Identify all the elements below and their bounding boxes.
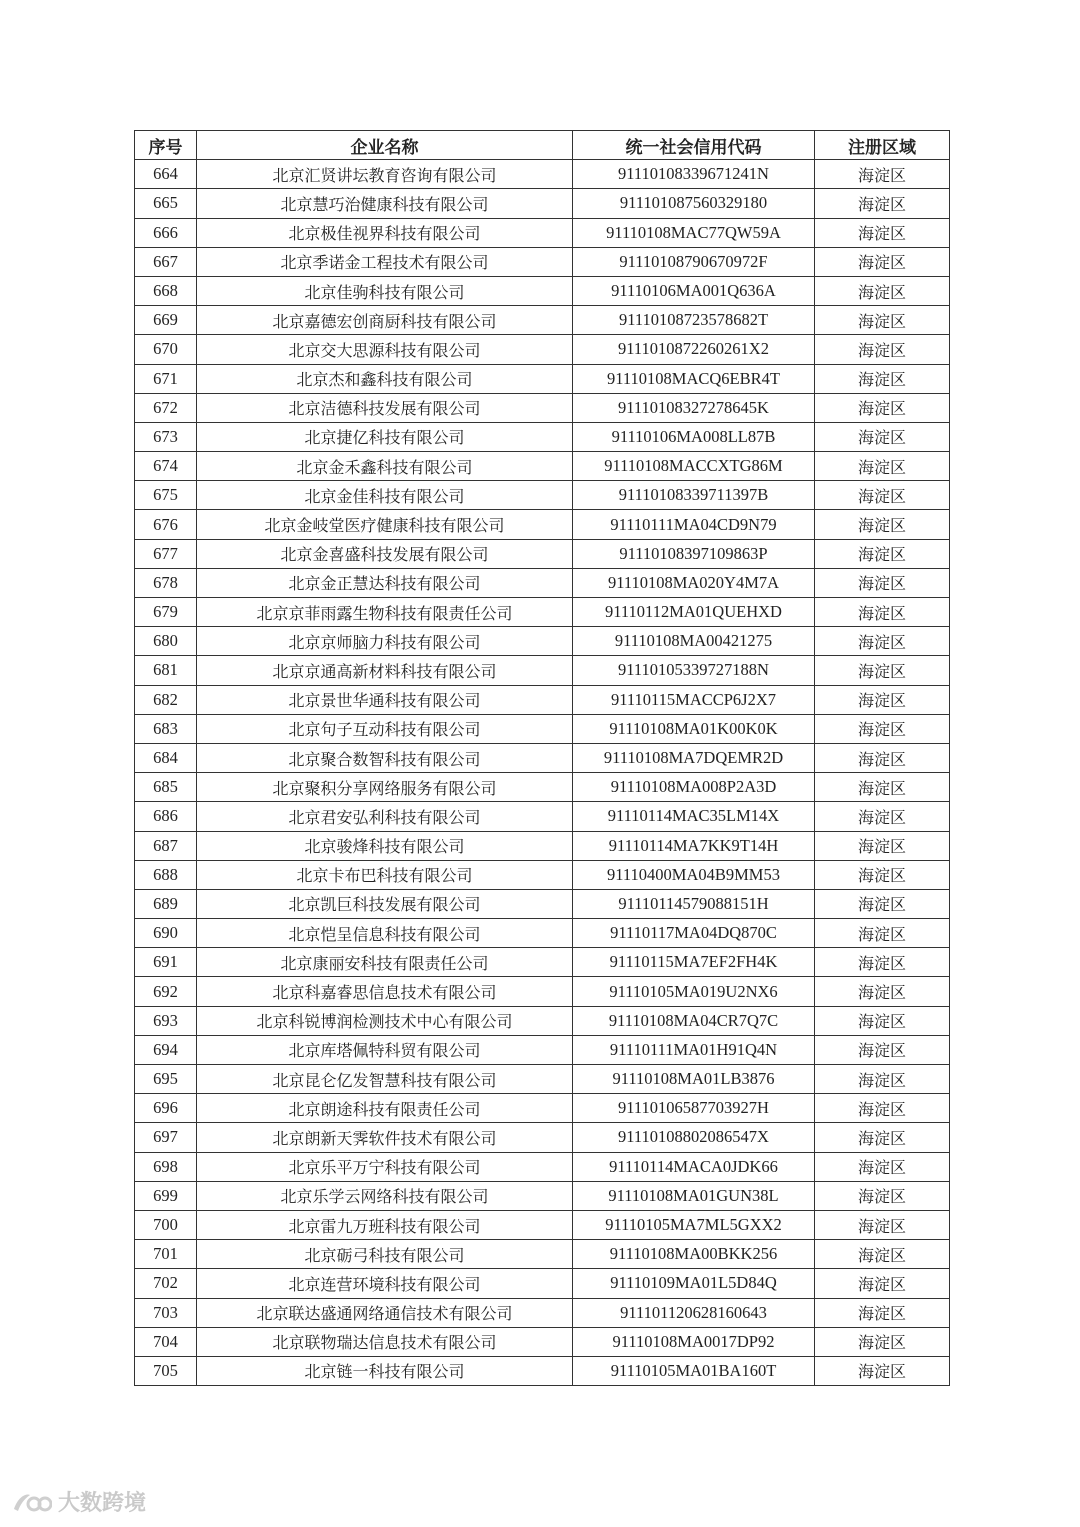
row-credit-code: 91110108MA7DQEMR2D	[573, 743, 815, 772]
row-company-name: 北京景世华通科技有限公司	[197, 685, 573, 714]
row-company-name: 北京杰和鑫科技有限公司	[197, 364, 573, 393]
row-seq: 701	[135, 1240, 197, 1269]
table-row	[135, 1065, 950, 1094]
table-row	[135, 1152, 950, 1181]
row-region: 海淀区	[815, 831, 950, 860]
table-row	[135, 422, 950, 451]
row-company-name: 北京科嘉睿思信息技术有限公司	[197, 977, 573, 1006]
row-seq: 667	[135, 247, 197, 276]
row-company-name: 北京京通高新材料科技有限公司	[197, 656, 573, 685]
table-row	[135, 773, 950, 802]
row-company-name: 北京金禾鑫科技有限公司	[197, 452, 573, 481]
row-region: 海淀区	[815, 1123, 950, 1152]
row-seq: 682	[135, 685, 197, 714]
row-company-name: 北京极佳视界科技有限公司	[197, 218, 573, 247]
row-seq: 676	[135, 510, 197, 539]
row-region: 海淀区	[815, 1094, 950, 1123]
row-region: 海淀区	[815, 802, 950, 831]
table-body	[135, 160, 950, 1386]
row-company-name: 北京嘉德宏创商厨科技有限公司	[197, 306, 573, 335]
row-region: 海淀区	[815, 598, 950, 627]
row-region: 海淀区	[815, 393, 950, 422]
row-region: 海淀区	[815, 1152, 950, 1181]
row-region: 海淀区	[815, 335, 950, 364]
row-credit-code: 91110114579088151H	[573, 889, 815, 918]
row-region: 海淀区	[815, 422, 950, 451]
table-row	[135, 539, 950, 568]
table-row	[135, 218, 950, 247]
row-seq: 700	[135, 1210, 197, 1239]
row-region: 海淀区	[815, 1298, 950, 1327]
row-credit-code: 91110108339671241N	[573, 160, 815, 189]
row-credit-code: 91110105339727188N	[573, 656, 815, 685]
row-seq: 702	[135, 1269, 197, 1298]
row-region: 海淀区	[815, 714, 950, 743]
row-seq: 666	[135, 218, 197, 247]
row-seq: 671	[135, 364, 197, 393]
row-region: 海淀区	[815, 306, 950, 335]
row-company-name: 北京骏烽科技有限公司	[197, 831, 573, 860]
row-credit-code: 91110106MA001Q636A	[573, 276, 815, 305]
row-seq: 669	[135, 306, 197, 335]
row-credit-code: 91110106MA008LL87B	[573, 422, 815, 451]
table-row	[135, 714, 950, 743]
row-region: 海淀区	[815, 685, 950, 714]
row-seq: 699	[135, 1181, 197, 1210]
row-credit-code: 91110108802086547X	[573, 1123, 815, 1152]
row-seq: 704	[135, 1327, 197, 1356]
row-company-name: 北京朗新天霁软件技术有限公司	[197, 1123, 573, 1152]
row-seq: 679	[135, 598, 197, 627]
table-row	[135, 743, 950, 772]
table-row	[135, 306, 950, 335]
row-credit-code: 91110114MACA0JDK66	[573, 1152, 815, 1181]
row-company-name: 北京洁德科技发展有限公司	[197, 393, 573, 422]
row-seq: 684	[135, 743, 197, 772]
row-credit-code: 91110115MACCP6J2X7	[573, 685, 815, 714]
row-credit-code: 91110108MA0017DP92	[573, 1327, 815, 1356]
table-row	[135, 627, 950, 656]
row-region: 海淀区	[815, 1327, 950, 1356]
row-company-name: 北京康丽安科技有限责任公司	[197, 948, 573, 977]
row-credit-code: 91110108MA01GUN38L	[573, 1181, 815, 1210]
table-row	[135, 1094, 950, 1123]
row-seq: 664	[135, 160, 197, 189]
table-row	[135, 160, 950, 189]
row-credit-code: 91110108MACCXTG86M	[573, 452, 815, 481]
row-region: 海淀区	[815, 568, 950, 597]
row-company-name: 北京汇贤讲坛教育咨询有限公司	[197, 160, 573, 189]
row-region: 海淀区	[815, 1006, 950, 1035]
row-company-name: 北京乐学云网络科技有限公司	[197, 1181, 573, 1210]
table-row	[135, 510, 950, 539]
row-seq: 705	[135, 1356, 197, 1385]
table-row	[135, 889, 950, 918]
row-seq: 681	[135, 656, 197, 685]
row-credit-code: 91110108327278645K	[573, 393, 815, 422]
watermark-logo-icon	[10, 1489, 52, 1515]
row-region: 海淀区	[815, 1356, 950, 1385]
row-company-name: 北京聚积分享网络服务有限公司	[197, 773, 573, 802]
row-credit-code: 91110111MA04CD9N79	[573, 510, 815, 539]
row-region: 海淀区	[815, 1240, 950, 1269]
row-company-name: 北京砺弓科技有限公司	[197, 1240, 573, 1269]
row-region: 海淀区	[815, 948, 950, 977]
row-credit-code: 91110108MA008P2A3D	[573, 773, 815, 802]
table-row	[135, 393, 950, 422]
row-company-name: 北京佳驹科技有限公司	[197, 276, 573, 305]
row-region: 海淀区	[815, 656, 950, 685]
row-seq: 665	[135, 189, 197, 218]
row-company-name: 北京库塔佩特科贸有限公司	[197, 1035, 573, 1064]
row-credit-code: 91110117MA04DQ870C	[573, 919, 815, 948]
row-seq: 703	[135, 1298, 197, 1327]
row-credit-code: 91110105MA01BA160T	[573, 1356, 815, 1385]
row-seq: 674	[135, 452, 197, 481]
table-row	[135, 1035, 950, 1064]
row-company-name: 北京季诺金工程技术有限公司	[197, 247, 573, 276]
row-company-name: 北京卡布巴科技有限公司	[197, 860, 573, 889]
row-credit-code: 91110108339711397B	[573, 481, 815, 510]
table-row	[135, 247, 950, 276]
row-company-name: 北京联物瑞达信息技术有限公司	[197, 1327, 573, 1356]
row-credit-code: 9111010872260261X2	[573, 335, 815, 364]
row-credit-code: 91110112MA01QUEHXD	[573, 598, 815, 627]
row-region: 海淀区	[815, 452, 950, 481]
row-credit-code: 91110109MA01L5D84Q	[573, 1269, 815, 1298]
row-company-name: 北京金喜盛科技发展有限公司	[197, 539, 573, 568]
row-credit-code: 91110108MA01K00K0K	[573, 714, 815, 743]
row-seq: 698	[135, 1152, 197, 1181]
table-row	[135, 1210, 950, 1239]
row-region: 海淀区	[815, 889, 950, 918]
table-row	[135, 977, 950, 1006]
table-row	[135, 1298, 950, 1327]
row-region: 海淀区	[815, 860, 950, 889]
row-company-name: 北京金岐堂医疗健康科技有限公司	[197, 510, 573, 539]
row-seq: 695	[135, 1065, 197, 1094]
row-company-name: 北京雷九万班科技有限公司	[197, 1210, 573, 1239]
table-row	[135, 189, 950, 218]
row-company-name: 北京聚合数智科技有限公司	[197, 743, 573, 772]
row-credit-code: 91110105MA019U2NX6	[573, 977, 815, 1006]
watermark-text: 大数跨境	[58, 1491, 147, 1516]
row-region: 海淀区	[815, 1035, 950, 1064]
table-row	[135, 1240, 950, 1269]
row-company-name: 北京连营环境科技有限公司	[197, 1269, 573, 1298]
row-company-name: 北京句子互动科技有限公司	[197, 714, 573, 743]
row-region: 海淀区	[815, 276, 950, 305]
row-credit-code: 91110108MA01LB3876	[573, 1065, 815, 1094]
header-seq: 序号	[135, 131, 197, 160]
row-seq: 673	[135, 422, 197, 451]
row-company-name: 北京乐平万宁科技有限公司	[197, 1152, 573, 1181]
row-credit-code: 91110108MACQ6EBR4T	[573, 364, 815, 393]
row-credit-code: 91110108MA04CR7Q7C	[573, 1006, 815, 1035]
company-table	[134, 130, 950, 1386]
header-region: 注册区域	[815, 131, 950, 160]
row-seq: 693	[135, 1006, 197, 1035]
row-credit-code: 911101087560329180	[573, 189, 815, 218]
row-region: 海淀区	[815, 1210, 950, 1239]
table-row	[135, 685, 950, 714]
header-company-name: 企业名称	[197, 131, 573, 160]
row-company-name: 北京联达盛通网络通信技术有限公司	[197, 1298, 573, 1327]
row-seq: 680	[135, 627, 197, 656]
row-seq: 692	[135, 977, 197, 1006]
row-company-name: 北京链一科技有限公司	[197, 1356, 573, 1385]
table-row	[135, 948, 950, 977]
table-row	[135, 568, 950, 597]
row-credit-code: 91110108790670972F	[573, 247, 815, 276]
table-row	[135, 1181, 950, 1210]
row-seq: 691	[135, 948, 197, 977]
row-company-name: 北京金佳科技有限公司	[197, 481, 573, 510]
table-row	[135, 1269, 950, 1298]
row-region: 海淀区	[815, 773, 950, 802]
table-row	[135, 276, 950, 305]
row-seq: 696	[135, 1094, 197, 1123]
table-row	[135, 1356, 950, 1385]
row-credit-code: 91110108MA00BKK256	[573, 1240, 815, 1269]
row-seq: 690	[135, 919, 197, 948]
row-credit-code: 91110108723578682T	[573, 306, 815, 335]
row-region: 海淀区	[815, 218, 950, 247]
row-region: 海淀区	[815, 1269, 950, 1298]
table-row	[135, 831, 950, 860]
row-region: 海淀区	[815, 743, 950, 772]
row-region: 海淀区	[815, 510, 950, 539]
table-row	[135, 1327, 950, 1356]
row-credit-code: 91110111MA01H91Q4N	[573, 1035, 815, 1064]
row-credit-code: 91110105MA7ML5GXX2	[573, 1210, 815, 1239]
table-row	[135, 481, 950, 510]
header-credit-code: 统一社会信用代码	[573, 131, 815, 160]
row-region: 海淀区	[815, 1065, 950, 1094]
row-seq: 670	[135, 335, 197, 364]
row-company-name: 北京京菲雨露生物科技有限责任公司	[197, 598, 573, 627]
row-company-name: 北京科锐博润检测技术中心有限公司	[197, 1006, 573, 1035]
row-credit-code: 91110108397109863P	[573, 539, 815, 568]
table-row	[135, 335, 950, 364]
row-company-name: 北京交大思源科技有限公司	[197, 335, 573, 364]
table-header-row	[135, 131, 950, 160]
table-row	[135, 452, 950, 481]
row-company-name: 北京朗途科技有限责任公司	[197, 1094, 573, 1123]
row-seq: 687	[135, 831, 197, 860]
row-region: 海淀区	[815, 627, 950, 656]
watermark	[10, 1486, 146, 1517]
row-company-name: 北京京师脑力科技有限公司	[197, 627, 573, 656]
row-credit-code: 91110114MAC35LM14X	[573, 802, 815, 831]
table-row	[135, 1006, 950, 1035]
row-region: 海淀区	[815, 189, 950, 218]
row-region: 海淀区	[815, 1181, 950, 1210]
row-seq: 685	[135, 773, 197, 802]
row-seq: 689	[135, 889, 197, 918]
row-seq: 675	[135, 481, 197, 510]
row-company-name: 北京慧巧治健康科技有限公司	[197, 189, 573, 218]
table-row	[135, 656, 950, 685]
table-row	[135, 364, 950, 393]
row-company-name: 北京昆仑亿发智慧科技有限公司	[197, 1065, 573, 1094]
row-company-name: 北京凯巨科技发展有限公司	[197, 889, 573, 918]
row-region: 海淀区	[815, 539, 950, 568]
row-seq: 686	[135, 802, 197, 831]
row-seq: 694	[135, 1035, 197, 1064]
row-credit-code: 91110106587703927H	[573, 1094, 815, 1123]
row-seq: 668	[135, 276, 197, 305]
row-credit-code: 911101120628160643	[573, 1298, 815, 1327]
row-seq: 672	[135, 393, 197, 422]
row-seq: 697	[135, 1123, 197, 1152]
table-row	[135, 919, 950, 948]
row-credit-code: 91110108MA00421275	[573, 627, 815, 656]
row-company-name: 北京捷亿科技有限公司	[197, 422, 573, 451]
row-credit-code: 91110115MA7EF2FH4K	[573, 948, 815, 977]
row-region: 海淀区	[815, 481, 950, 510]
row-seq: 688	[135, 860, 197, 889]
row-credit-code: 91110400MA04B9MM53	[573, 860, 815, 889]
table-row	[135, 598, 950, 627]
row-region: 海淀区	[815, 160, 950, 189]
row-region: 海淀区	[815, 364, 950, 393]
row-seq: 683	[135, 714, 197, 743]
row-company-name: 北京恺呈信息科技有限公司	[197, 919, 573, 948]
row-credit-code: 91110114MA7KK9T14H	[573, 831, 815, 860]
table-row	[135, 1123, 950, 1152]
row-region: 海淀区	[815, 247, 950, 276]
row-seq: 677	[135, 539, 197, 568]
row-credit-code: 91110108MAC77QW59A	[573, 218, 815, 247]
table-row	[135, 802, 950, 831]
row-credit-code: 91110108MA020Y4M7A	[573, 568, 815, 597]
table-row	[135, 860, 950, 889]
row-company-name: 北京金正慧达科技有限公司	[197, 568, 573, 597]
row-region: 海淀区	[815, 977, 950, 1006]
row-region: 海淀区	[815, 919, 950, 948]
row-seq: 678	[135, 568, 197, 597]
row-company-name: 北京君安弘利科技有限公司	[197, 802, 573, 831]
